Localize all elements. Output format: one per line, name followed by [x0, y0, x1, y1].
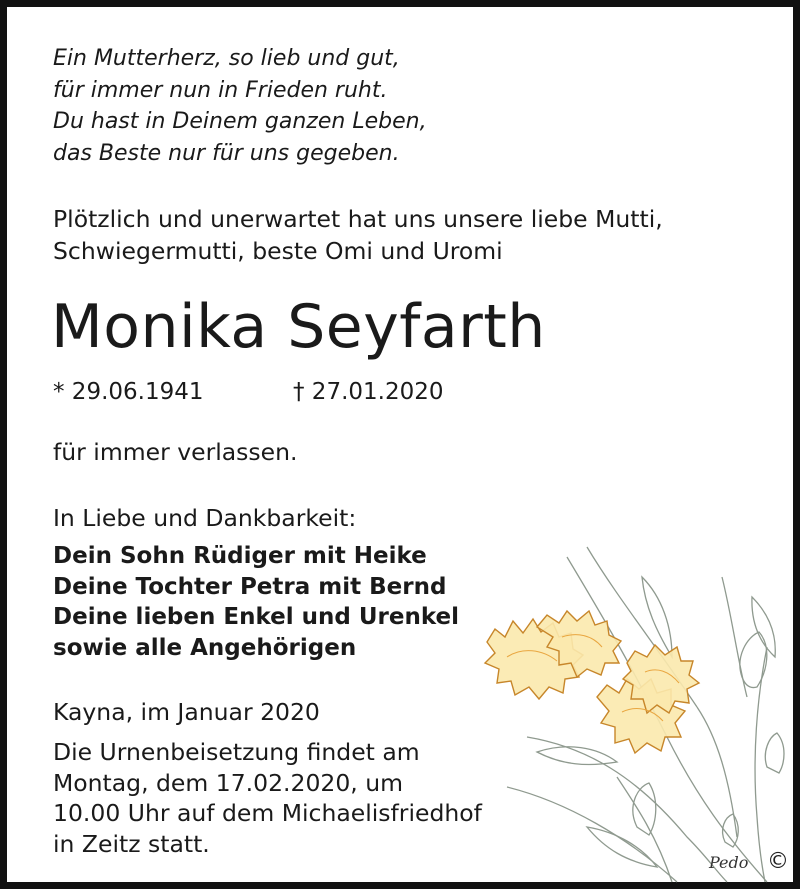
poem-line: Du hast in Deinem ganzen Leben,	[53, 109, 427, 134]
poem-line: das Beste nur für uns gegeben.	[53, 140, 400, 166]
burial-line: Die Urnenbeisetzung findet am	[53, 738, 420, 766]
poem-line: Ein Mutterherz, so lieb und gut,	[53, 46, 400, 71]
death-date: † 27.01.2020	[293, 379, 444, 405]
mourners-list	[53, 541, 459, 663]
copyright-mark: ©	[767, 849, 789, 874]
mourner-line: Dein Sohn Rüdiger mit Heike	[53, 543, 427, 569]
burial-line: in Zeitz statt.	[53, 829, 210, 858]
deceased-name: Monika Seyfarth	[51, 292, 546, 362]
leave-text: für immer verlassen.	[53, 438, 298, 466]
place-date: Kayna, im Januar 2020	[53, 698, 320, 726]
birth-date: * 29.06.1941	[53, 379, 204, 405]
mourner-line: Deine Tochter Petra mit Bernd	[53, 573, 447, 600]
mourner-line: sowie alle Angehörigen	[53, 634, 357, 661]
intro-line: Schwiegermutti, beste Omi und Uromi	[53, 237, 503, 265]
mourner-line: Deine lieben Enkel und Urenkel	[53, 604, 459, 630]
intro-line: Plötzlich und unerwartet hat uns unsere liebe Mutti,	[53, 205, 663, 233]
artist-signature: Pedo	[709, 853, 749, 872]
burial-info	[53, 737, 482, 859]
burial-line: 10.00 Uhr auf dem Michaelisfriedhof	[53, 799, 482, 827]
poem-line: für immer nun in Frieden ruht.	[53, 77, 388, 103]
burial-line: Montag, dem 17.02.2020, um	[53, 768, 404, 797]
memorial-poem	[53, 43, 427, 169]
intro-text	[53, 203, 663, 267]
thanks-heading: In Liebe und Dankbarkeit:	[53, 504, 357, 532]
carnation-illustration	[467, 537, 800, 887]
